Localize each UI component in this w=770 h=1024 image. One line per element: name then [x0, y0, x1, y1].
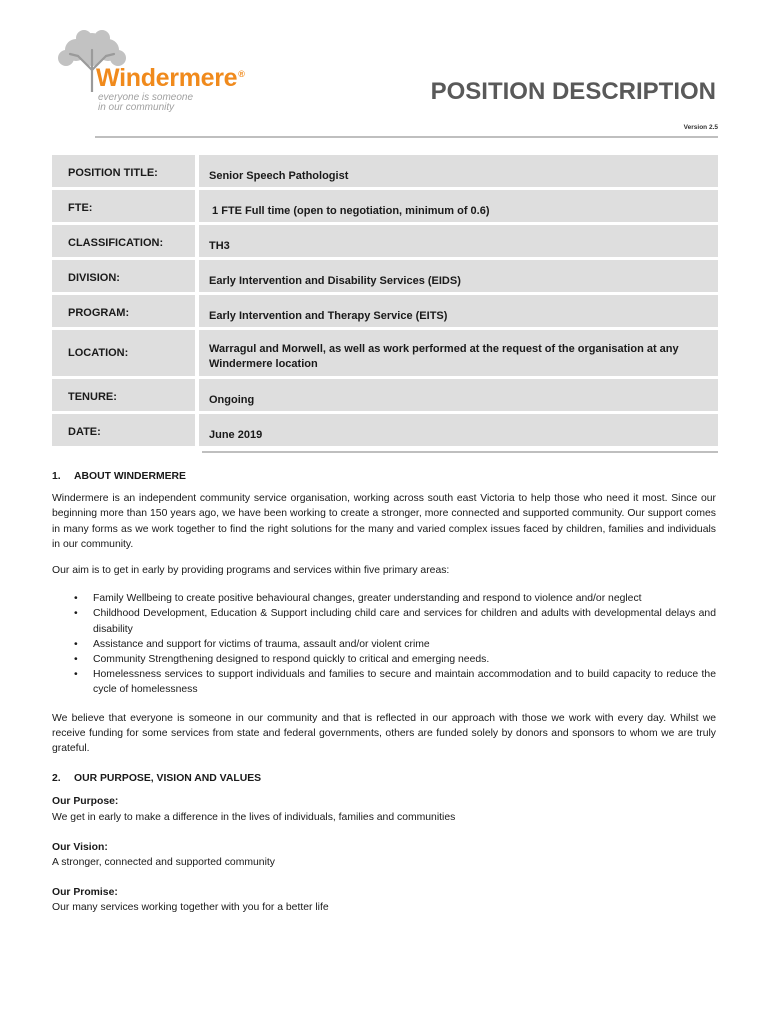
paragraph: Our aim is to get in early by providing programs and services within five primary areas:: [52, 565, 450, 577]
row-label: FTE:: [52, 190, 199, 222]
table-row: [52, 155, 718, 187]
row-value: Early Intervention and Disability Services (EIDS): [199, 260, 718, 292]
bullet-icon: •: [74, 638, 78, 650]
purpose-heading: Our Purpose:: [52, 796, 119, 808]
bullet-icon: •: [74, 669, 78, 681]
row-label: DATE:: [52, 414, 199, 446]
list-item: • Family Wellbeing to create positive behavioural changes, greater understanding and respond to violence and/or neglect: [52, 591, 716, 606]
list-item: • Community Strengthening designed to respond quickly to critical and emerging needs.: [52, 652, 716, 667]
section-heading: [52, 469, 716, 484]
promise-heading: Our Promise:: [52, 887, 118, 899]
row-label: DIVISION:: [52, 260, 199, 292]
promise-text: Our many services working together with you for a better life: [52, 902, 329, 914]
logo-tagline: everyone is someone in our community: [98, 92, 194, 113]
document-title: POSITION DESCRIPTION: [430, 78, 716, 105]
table-row: [52, 295, 718, 327]
row-label: PROGRAM:: [52, 295, 199, 327]
table-row: [52, 190, 718, 222]
row-value: Warragul and Morwell, as well as work performed at the request of the organisation at any Windermere location: [199, 330, 718, 376]
section-title: ABOUT WINDERMERE: [74, 471, 186, 482]
bullet-icon: •: [74, 654, 78, 666]
row-value: Senior Speech Pathologist: [199, 155, 718, 187]
table-divider: [202, 451, 718, 453]
logo-wordmark: Windermere®: [96, 64, 245, 92]
version-label: Version 2.5: [683, 124, 718, 131]
row-value: TH3: [199, 225, 718, 257]
paragraph: We believe that everyone is someone in our community and that is reflected in our approach with those we work with every day. Whilst we receive funding for some services from state and federal governments, others are funded solely by donors and sponsors to whom we are truly grateful.: [52, 712, 716, 755]
purpose-text: We get in early to make a difference in the lives of individuals, families and communities: [52, 811, 456, 823]
list-item: • Homelessness services to support individuals and families to secure and maintain accommodation and to build capacity to reduce the cycle of homelessness: [74, 669, 716, 696]
service-areas-list: [52, 591, 716, 697]
section-heading: [52, 771, 716, 786]
section-number: 2.: [52, 773, 61, 785]
table-row: [52, 414, 718, 446]
row-value: 1 FTE Full time (open to negotiation, minimum of 0.6): [199, 190, 718, 222]
row-value: Early Intervention and Therapy Service (EITS): [199, 295, 718, 327]
paragraph: Windermere is an independent community service organisation, working across south east Victoria to help those who need it most. Since our beginning more than 150 years ago, we have been working to create a stronger, more connected and supported community. Our support comes in many forms as we work together to find the right solutions for the many and varied complex issues faced by children, families and individuals in our community.: [52, 493, 716, 550]
position-info-table: [52, 155, 718, 449]
section-number: 1.: [52, 471, 61, 482]
list-item: • Assistance and support for victims of trauma, assault and/or violent crime: [52, 637, 716, 652]
row-value: Ongoing: [199, 379, 718, 411]
section-title: OUR PURPOSE, VISION AND VALUES: [74, 773, 262, 785]
table-row: [52, 225, 718, 257]
table-row: [52, 379, 718, 411]
header-divider: [95, 136, 718, 138]
vision-text: A stronger, connected and supported community: [52, 857, 275, 869]
row-label: CLASSIFICATION:: [52, 225, 199, 257]
table-row: [52, 330, 718, 376]
row-label: LOCATION:: [52, 330, 199, 376]
vision-heading: Our Vision:: [52, 841, 108, 853]
document-body: [52, 469, 716, 916]
bullet-icon: •: [74, 593, 78, 605]
table-row: [52, 260, 718, 292]
row-value: June 2019: [199, 414, 718, 446]
windermere-logo: [52, 30, 252, 120]
row-label: TENURE:: [52, 379, 199, 411]
list-item: • Childhood Development, Education & Support including child care and services for children and adults with developmental delays and disability: [74, 608, 716, 635]
bullet-icon: •: [74, 608, 78, 620]
row-label: POSITION TITLE:: [52, 155, 199, 187]
